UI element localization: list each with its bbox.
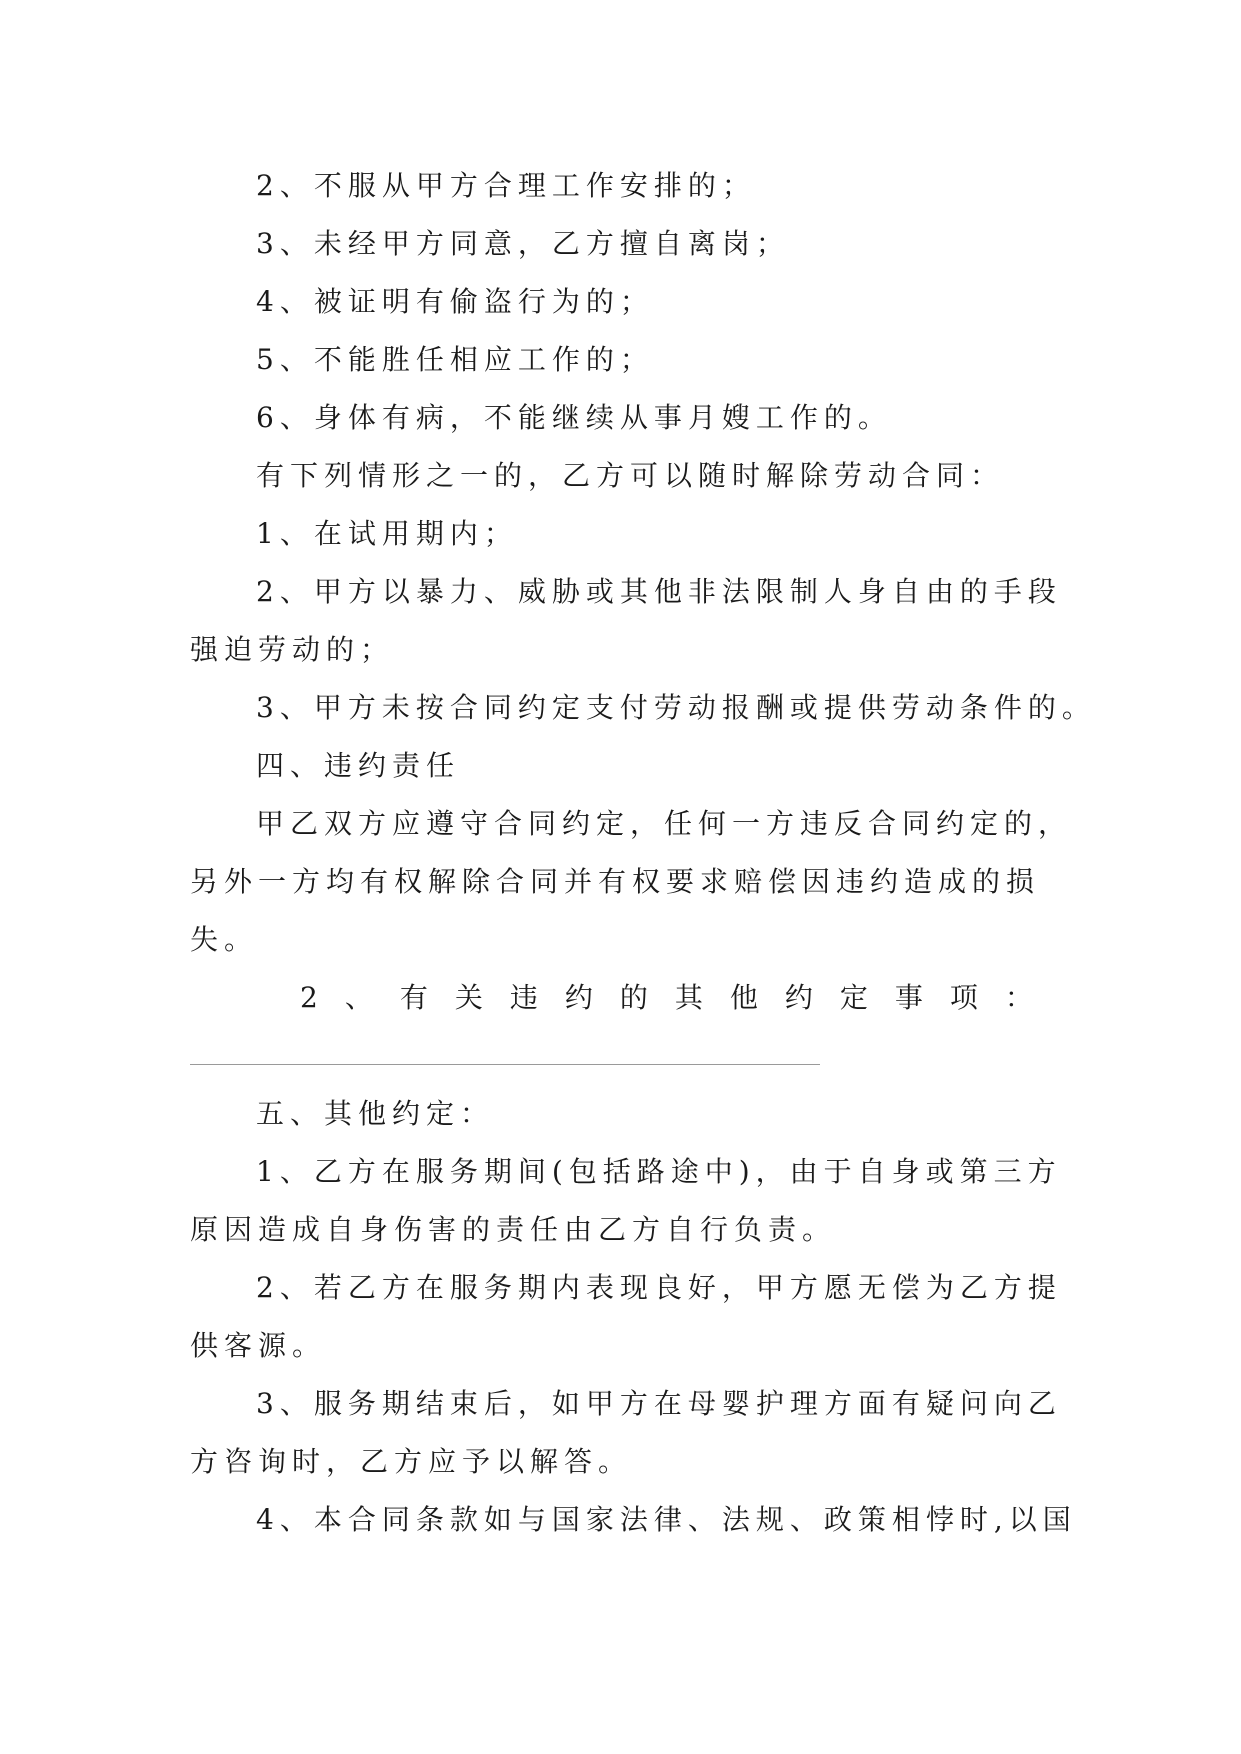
paragraph-continuation: 失。 [190,923,259,956]
clause-continuation: 方咨询时，乙方应予以解答。 [190,1445,633,1478]
clause-continuation: 供客源。 [190,1329,327,1362]
clause-line: 3、甲方未按合同约定支付劳动报酬或提供劳动条件的。 [256,691,1096,724]
fill-in-blank [190,1027,1070,1085]
clause-line: 2、有关违约的其他约定事项： [300,981,1060,1014]
paragraph-line: 甲乙双方应遵守合同约定，任何一方违反合同约定的， [256,807,1073,840]
clause-continuation: 原因造成自身伤害的责任由乙方自行负责。 [190,1213,837,1246]
clause-line: 2、不服从甲方合理工作安排的； [256,169,756,202]
clause-line: 1、在试用期内； [256,517,518,550]
clause-line: 6、身体有病，不能继续从事月嫂工作的。 [256,401,892,434]
clause-line: 4、本合同条款如与国家法律、法规、政策相悖时,以国 [256,1503,1077,1536]
contract-text [190,157,1096,1549]
clause-line: 3、服务期结束后，如甲方在母婴护理方面有疑问向乙 [256,1387,1062,1420]
clause-line: 5、不能胜任相应工作的； [256,343,654,376]
section-heading: 四、违约责任 [256,749,461,782]
paragraph-continuation: 另外一方均有权解除合同并有权要求赔偿因违约造成的损 [190,865,1041,898]
clause-line: 1、乙方在服务期间(包括路途中)，由于自身或第三方 [256,1155,1062,1188]
blank-underline [190,1064,820,1065]
clause-line: 2、甲方以暴力、威胁或其他非法限制人身自由的手段 [256,575,1062,608]
clause-line: 3、未经甲方同意，乙方擅自离岗； [256,227,790,260]
clause-line: 4、被证明有偷盗行为的； [256,285,654,318]
clause-line: 2、若乙方在服务期内表现良好，甲方愿无偿为乙方提 [256,1271,1062,1304]
clause-continuation: 强迫劳动的； [190,633,395,666]
section-heading: 五、其他约定： [256,1097,495,1130]
paragraph-line: 有下列情形之一的，乙方可以随时解除劳动合同： [256,459,1005,492]
